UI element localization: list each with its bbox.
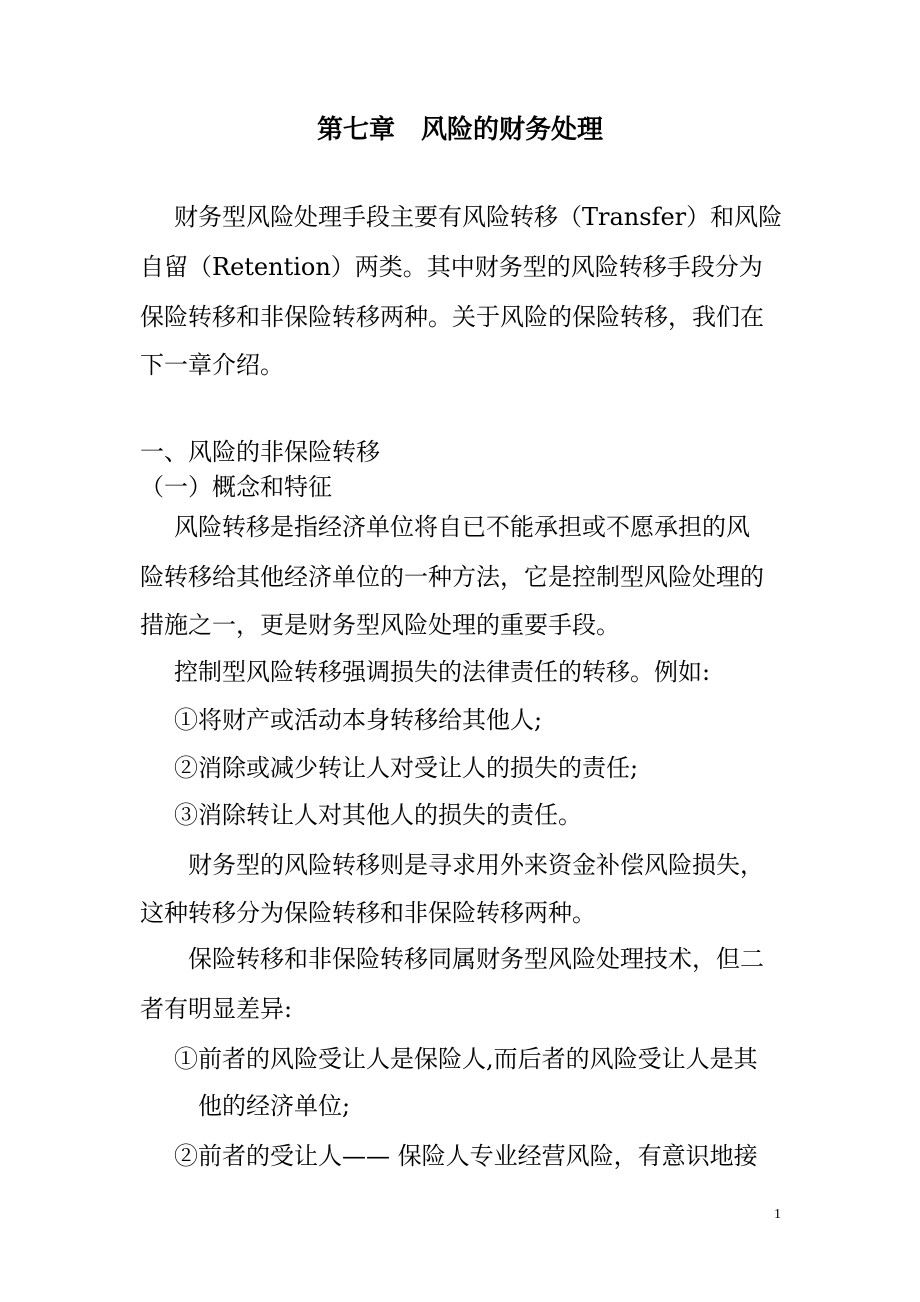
difference-list-item: ①前者的风险受让人是保险人,而后者的风险受让人是其 (174, 1045, 758, 1073)
control-list-item: ③消除转让人对其他人的损失的责任。 (174, 801, 582, 829)
page-number: 1 (774, 1207, 781, 1222)
definition-line: 风险转移是指经济单位将自已不能承担或不愿承担的风 (174, 513, 750, 541)
financial-line: 这种转移分为保险转移和非保险转移两种。 (140, 899, 596, 927)
difference-list-item: 他的经济单位; (198, 1092, 351, 1120)
subsection-heading: （一）概念和特征 (140, 473, 332, 501)
intro-line: 财务型风险处理手段主要有风险转移（Transfer）和风险 (174, 203, 783, 231)
difference-list-item: ②前者的受让人—— 保险人专业经营风险，有意识地接 (174, 1142, 758, 1170)
control-intro: 控制型风险转移强调损失的法律责任的转移。例如: (174, 658, 711, 686)
control-list-item: ①将财产或活动本身转移给其他人; (174, 706, 543, 734)
chapter-title: 第七章 风险的财务处理 (316, 115, 603, 145)
financial-line: 财务型的风险转移则是寻求用外来资金补偿风险损失， (188, 851, 764, 879)
section-heading: 一、风险的非保险转移 (140, 438, 380, 466)
intro-line: 下一章介绍。 (140, 351, 284, 379)
intro-line: 保险转移和非保险转移两种。关于风险的保险转移，我们在 (140, 303, 764, 331)
comparison-line: 保险转移和非保险转移同属财务型风险处理技术，但二 (188, 945, 764, 973)
definition-line: 险转移给其他经济单位的一种方法，它是控制型风险处理的 (140, 563, 764, 591)
control-list-item: ②消除或减少转让人对受让人的损失的责任; (174, 754, 639, 782)
comparison-line: 者有明显差异: (140, 995, 293, 1023)
intro-line: 自留（Retention）两类。其中财务型的风险转移手段分为 (140, 253, 763, 281)
definition-line: 措施之一，更是财务型风险处理的重要手段。 (140, 611, 620, 639)
